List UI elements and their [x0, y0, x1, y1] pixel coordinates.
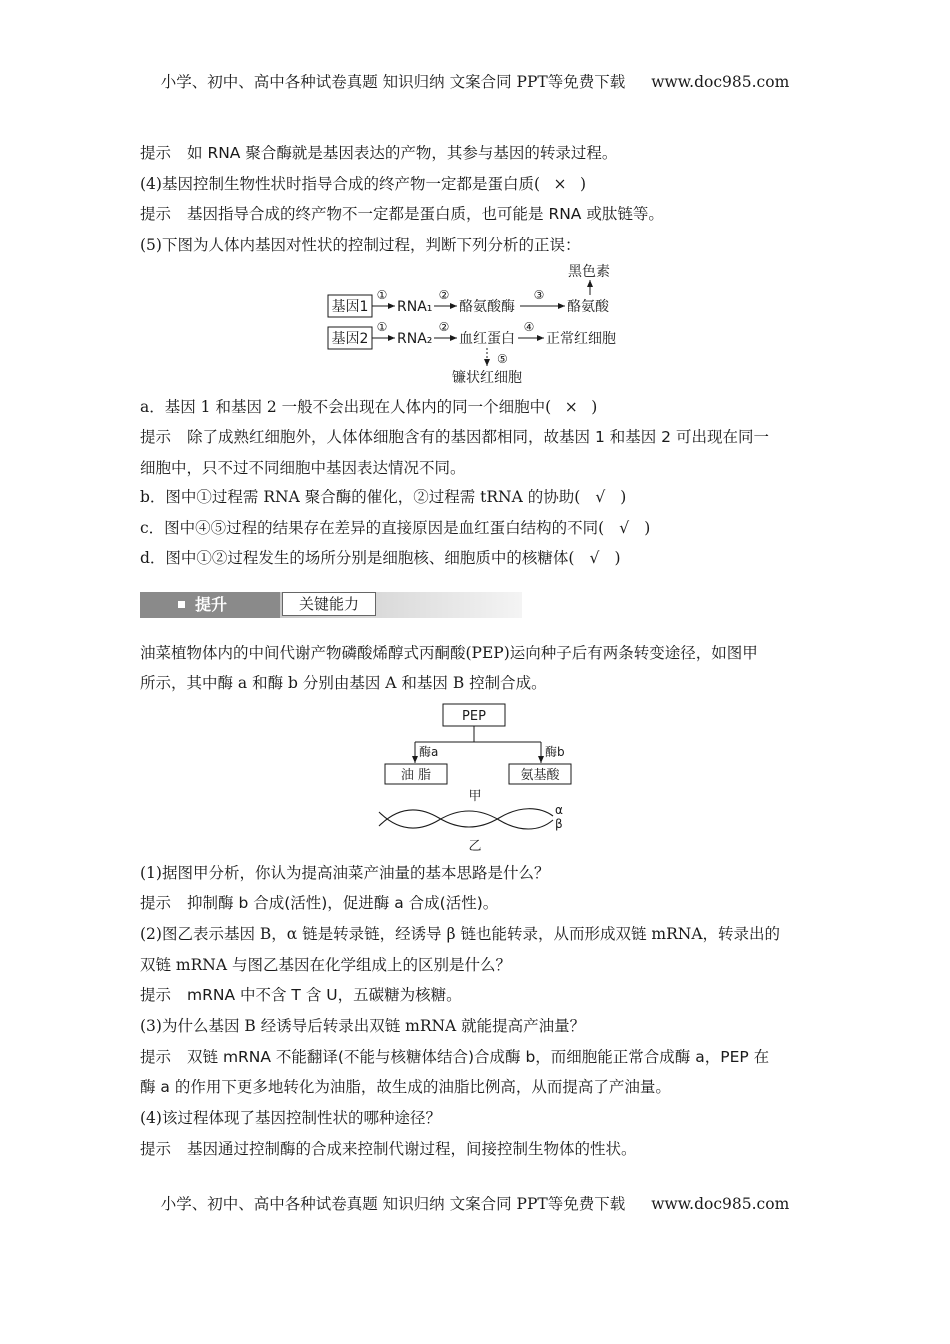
alpha-label: α	[555, 803, 563, 817]
footer-site: www.doc985.com	[651, 1195, 790, 1213]
question-5	[140, 235, 580, 255]
hint-label: 提示	[140, 894, 172, 912]
sub-question-1	[140, 863, 549, 883]
question-text: a．基因 1 和基因 2 一般不会出现在人体内的同一个细胞中(	[140, 398, 552, 416]
step-3: ③	[533, 288, 545, 302]
hint-text: 抑制酶 b 合成(活性)，促进酶 a 合成(活性)。	[187, 894, 499, 912]
hint-line	[140, 427, 769, 447]
sub-question-3	[140, 1016, 585, 1036]
answer-mark: √	[589, 549, 600, 567]
question-text: (3)为什么基因 B 经诱导后转录出双链 mRNA 就能提高产油量？	[140, 1017, 586, 1035]
rna1-label: RNA₁	[397, 299, 433, 315]
tyrosine-label: 酪氨酸	[567, 299, 609, 315]
enzyme-a-label: 酶a	[419, 745, 439, 759]
question-a: a．基因 1 和基因 2 一般不会出现在人体内的同一个细胞中( × )	[140, 398, 598, 416]
question-4: (4)基因控制生物性状时指导合成的终产物一定都是蛋白质( × )	[140, 175, 587, 193]
section-banner	[140, 589, 522, 621]
sub-question-4	[140, 1108, 441, 1128]
hint-line	[140, 1047, 769, 1067]
question-text: c．图中④⑤过程的结果存在差异的直接原因是血红蛋白结构的不同(	[140, 519, 605, 537]
enzyme-b-label: 酶b	[545, 745, 565, 759]
pep-pathway-diagram	[375, 700, 575, 856]
hint-label: 提示	[140, 986, 172, 1004]
hint-line-cont	[140, 458, 466, 478]
hint-label: 提示	[140, 205, 172, 223]
beta-label: β	[555, 817, 563, 831]
question-text: (4)基因控制生物性状时指导合成的终产物一定都是蛋白质(	[140, 175, 541, 193]
hint-line	[140, 893, 498, 913]
step-2: ②	[438, 288, 450, 302]
question-text: b．图中①过程需 RNA 聚合酶的催化，②过程需 tRNA 的协助(	[140, 488, 581, 506]
rna2-label: RNA₂	[397, 331, 433, 347]
sickle-rbc-label: 镰状红细胞	[452, 370, 522, 386]
question-d: d．图中①②过程发生的场所分别是细胞核、细胞质中的核糖体( √ )	[140, 549, 621, 567]
label-jia: 甲	[468, 789, 482, 804]
oil-label: 油 脂	[400, 768, 432, 783]
hint-text: 细胞中，只不过不同细胞中基因表达情况不同。	[140, 459, 466, 477]
gene1-label: 基因1	[331, 299, 369, 315]
hint-text: 酶 a 的作用下更多地转化为油脂，故生成的油脂比例高，从而提高了产油量。	[140, 1078, 671, 1096]
hint-text: 基因通过控制酶的合成来控制代谢过程，间接控制生物体的性状。	[187, 1140, 637, 1158]
hint-line	[140, 985, 462, 1005]
square-icon	[178, 601, 185, 608]
step-5: ⑤	[497, 352, 508, 366]
hint-line-cont	[140, 1077, 671, 1097]
hint-text: 基因指导合成的终产物不一定都是蛋白质，也可能是 RNA 或肽链等。	[187, 205, 664, 223]
banner-dark	[140, 592, 280, 618]
melanin-label: 黑色素	[568, 264, 610, 280]
paragraph-line	[140, 673, 547, 693]
paragraph-text: 油菜植物体内的中间代谢产物磷酸烯醇式丙酮酸(PEP)运向种子后有两条转变途径，如图甲	[140, 644, 758, 662]
gene-control-diagram	[320, 262, 640, 388]
answer-mark: ×	[553, 175, 567, 193]
page-footer	[0, 1192, 950, 1214]
step-1: ①	[376, 288, 388, 302]
sub-question-2	[140, 924, 780, 944]
label-yi: 乙	[468, 839, 482, 854]
header-site: www.doc985.com	[651, 73, 790, 91]
hint-line	[140, 1139, 637, 1159]
step-1b: ①	[376, 320, 388, 334]
banner-label: 关键能力	[282, 592, 376, 616]
pep-label: PEP	[462, 709, 486, 724]
question-text: 双链 mRNA 与图乙基因在化学组成上的区别是什么？	[140, 956, 511, 974]
question-b: b．图中①过程需 RNA 聚合酶的催化，②过程需 tRNA 的协助( √ )	[140, 488, 627, 506]
hint-text: 除了成熟红细胞外，人体体细胞含有的基因都相同，故基因 1 和基因 2 可出现在同一	[187, 428, 769, 446]
sub-question-2-cont	[140, 955, 511, 975]
hint-label: 提示	[140, 1048, 172, 1066]
hint-line	[140, 143, 617, 163]
answer-mark: ×	[564, 398, 578, 416]
hint-line	[140, 204, 664, 224]
question-text: (4)该过程体现了基因控制性状的哪种途径？	[140, 1109, 441, 1127]
hemoglobin-label: 血红蛋白	[459, 331, 515, 347]
amino-label: 氨基酸	[520, 768, 560, 783]
hint-label: 提示	[140, 144, 172, 162]
question-text: (1)据图甲分析，你认为提高油菜产油量的基本思路是什么？	[140, 864, 550, 882]
footer-text: 小学、初中、高中各种试卷真题 知识归纳 文案合同 PPT等免费下载	[160, 1195, 626, 1213]
paragraph-text: 所示，其中酶 a 和酶 b 分别由基因 A 和基因 B 控制合成。	[140, 674, 547, 692]
hint-text: mRNA 中不含 T 含 U，五碳糖为核糖。	[187, 986, 462, 1004]
page-header	[0, 70, 950, 92]
answer-mark: √	[595, 488, 606, 506]
step-2b: ②	[438, 320, 450, 334]
step-4: ④	[523, 320, 535, 334]
header-text: 小学、初中、高中各种试卷真题 知识归纳 文案合同 PPT等免费下载	[160, 73, 626, 91]
normal-rbc-label: 正常红细胞	[546, 331, 616, 347]
question-text: (5)下图为人体内基因对性状的控制过程，判断下列分析的正误：	[140, 236, 581, 254]
hint-text: 双链 mRNA 不能翻译(不能与核糖体结合)合成酶 b，而细胞能正常合成酶 a，PEP 在	[187, 1048, 770, 1066]
enzyme-label: 酪氨酸酶	[459, 299, 515, 315]
question-text: (2)图乙表示基因 B，α 链是转录链，经诱导 β 链也能转录，从而形成双链 mRNA，转录出的	[140, 925, 781, 943]
paragraph-line	[140, 643, 758, 663]
banner-left-text: 提升	[195, 595, 228, 614]
answer-mark: √	[619, 519, 630, 537]
hint-label: 提示	[140, 1140, 172, 1158]
question-c: c．图中④⑤过程的结果存在差异的直接原因是血红蛋白结构的不同( √ )	[140, 519, 651, 537]
gene2-label: 基因2	[331, 331, 369, 347]
hint-text: 如 RNA 聚合酶就是基因表达的产物，其参与基因的转录过程。	[187, 144, 618, 162]
question-text: d．图中①②过程发生的场所分别是细胞核、细胞质中的核糖体(	[140, 549, 575, 567]
beta-strand	[379, 811, 553, 829]
hint-label: 提示	[140, 428, 172, 446]
